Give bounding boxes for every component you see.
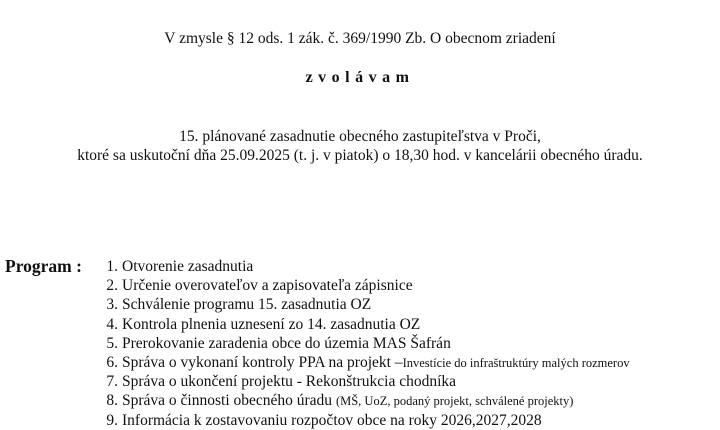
item-number: 6. <box>106 353 118 371</box>
item-number: 9. <box>106 411 118 429</box>
item-text: Správa o vykonaní kontroly PPA na projekt – <box>122 353 403 371</box>
program-item <box>100 276 630 295</box>
meeting-intro-line-1: 15. plánované zasadnutie obecného zastupiteľstva v Proči, <box>179 128 541 145</box>
document-title: zvolávam <box>305 69 415 86</box>
item-text: Schválenie programu 15. zasadnutia OZ <box>122 296 372 314</box>
item-number: 8. <box>106 392 118 410</box>
program-item <box>100 334 630 353</box>
program-item <box>100 411 630 430</box>
meeting-intro-line-2: ktoré sa uskutoční dňa 25.09.2025 (t. j. v piatok) o 18,30 hod. v kancelárii obecného úradu. <box>77 147 643 164</box>
program-item <box>100 372 630 391</box>
item-number: 7. <box>106 373 118 391</box>
item-number: 2. <box>106 277 118 295</box>
item-text: Určenie overovateľov a zapisovateľa zápisnice <box>122 277 413 295</box>
item-note: (MŠ, UoZ, podaný projekt, schválené projekty) <box>335 394 574 409</box>
item-text: Prerokovanie zaradenia obce do územia MAS Šafrán <box>122 334 451 352</box>
item-text: Informácia k zostavovaniu rozpočtov obce na roky 2026,2027,2028 <box>122 411 542 429</box>
program-label: Program : <box>5 256 82 276</box>
program-item <box>100 315 630 334</box>
item-number: 3. <box>106 296 118 314</box>
item-text: Otvorenie zasadnutia <box>122 258 254 275</box>
program-list <box>100 257 630 430</box>
program-item <box>100 295 630 314</box>
legal-basis-text: V zmysle § 12 ods. 1 zák. č. 369/1990 Zb. O obecnom zriadení <box>164 30 556 47</box>
program-item <box>100 257 630 276</box>
item-number: 4. <box>106 315 118 333</box>
program-item <box>100 391 630 410</box>
item-number: 5. <box>106 334 118 352</box>
item-text: Správa o ukončení projektu - Rekonštrukcia chodníka <box>122 373 457 391</box>
item-text: Kontrola plnenia uznesení zo 14. zasadnutia OZ <box>122 315 421 333</box>
program-item <box>100 353 630 372</box>
item-number: 1. <box>106 258 118 275</box>
item-text: Správa o činnosti obecného úradu <box>122 392 336 410</box>
item-note: Investície do infraštruktúry malých rozmerov <box>402 355 630 370</box>
